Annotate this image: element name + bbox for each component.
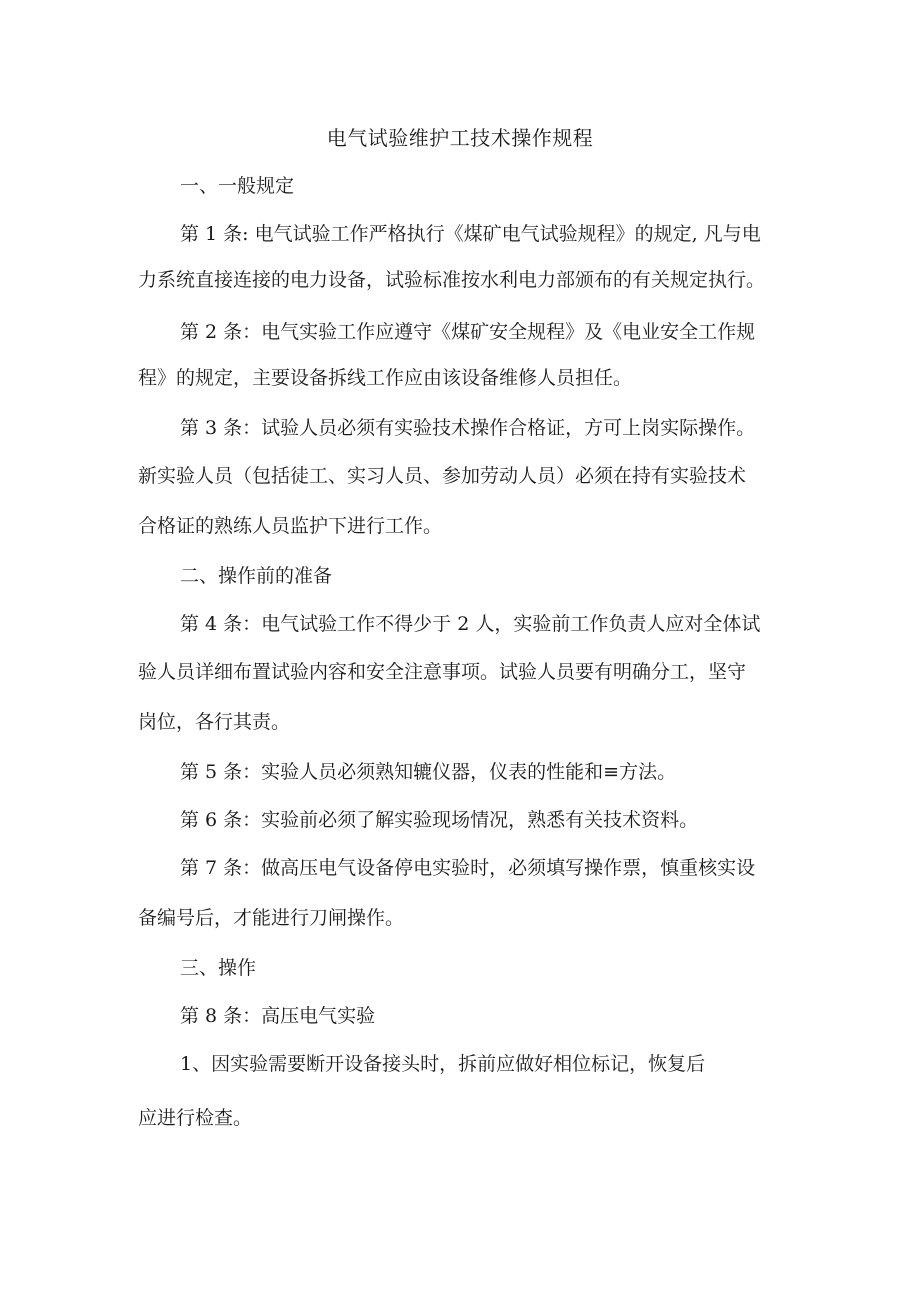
section-heading-general: 一、一般规定 [180,175,295,197]
article-6-line-1: 第 6 条：实验前必须了解实验现场情况，熟悉有关技术资料。 [180,809,699,831]
article-4-line-2: 验人员详细布置试验内容和安全注意事项。试验人员要有明确分工，坚守 [138,661,747,683]
article-7-line-2: 备编号后，才能进行刀闸操作。 [138,907,405,929]
section-heading-operation: 三、操作 [180,957,257,979]
article-4-line-3: 岗位，各行其责。 [138,711,291,733]
article-7-line-1: 第 7 条：做高压电气设备停电实验时，必须填写操作票，慎重核实设 [180,857,756,879]
article-2-line-1: 第 2 条：电气实验工作应遵守《煤矿安全规程》及《电业安全工作规 [180,321,756,343]
article-5-line-1: 第 5 条：实验人员必须熟知辘仪器，仪表的性能和≡方法。 [180,761,677,783]
article-1-line-1: 第 1 条: 电气试验工作严格执行《煤矿电气试验规程》的规定, 凡与电 [180,223,761,245]
article-4-line-1: 第 4 条：电气试验工作不得少于 2 人，实验前工作负责人应对全体试 [180,613,761,635]
section-heading-preparation: 二、操作前的准备 [180,565,333,587]
article-1-line-2: 力系统直接连接的电力设备，试验标准按水利电力部颁布的有关规定执行。 [138,269,766,291]
article-3-line-2: 新实验人员（包括徒工、实习人员、参加劳动人员）必须在持有实验技术 [138,465,747,487]
article-2-line-2: 程》的规定，主要设备拆线工作应由该设备维修人员担任。 [138,367,633,389]
item-1-line-1: 1、因实验需要断开设备接头时，拆前应做好相位标记，恢复后 [180,1053,706,1075]
article-3-line-1: 第 3 条：试验人员必须有实验技术操作合格证，方可上岗实际操作。 [180,417,756,439]
item-1-line-2: 应进行检查。 [138,1107,253,1129]
article-8-line-1: 第 8 条：高压电气实验 [180,1005,376,1027]
document-title: 电气试验维护工技术操作规程 [326,126,594,150]
article-3-line-3: 合格证的熟练人员监护下进行工作。 [138,515,443,537]
